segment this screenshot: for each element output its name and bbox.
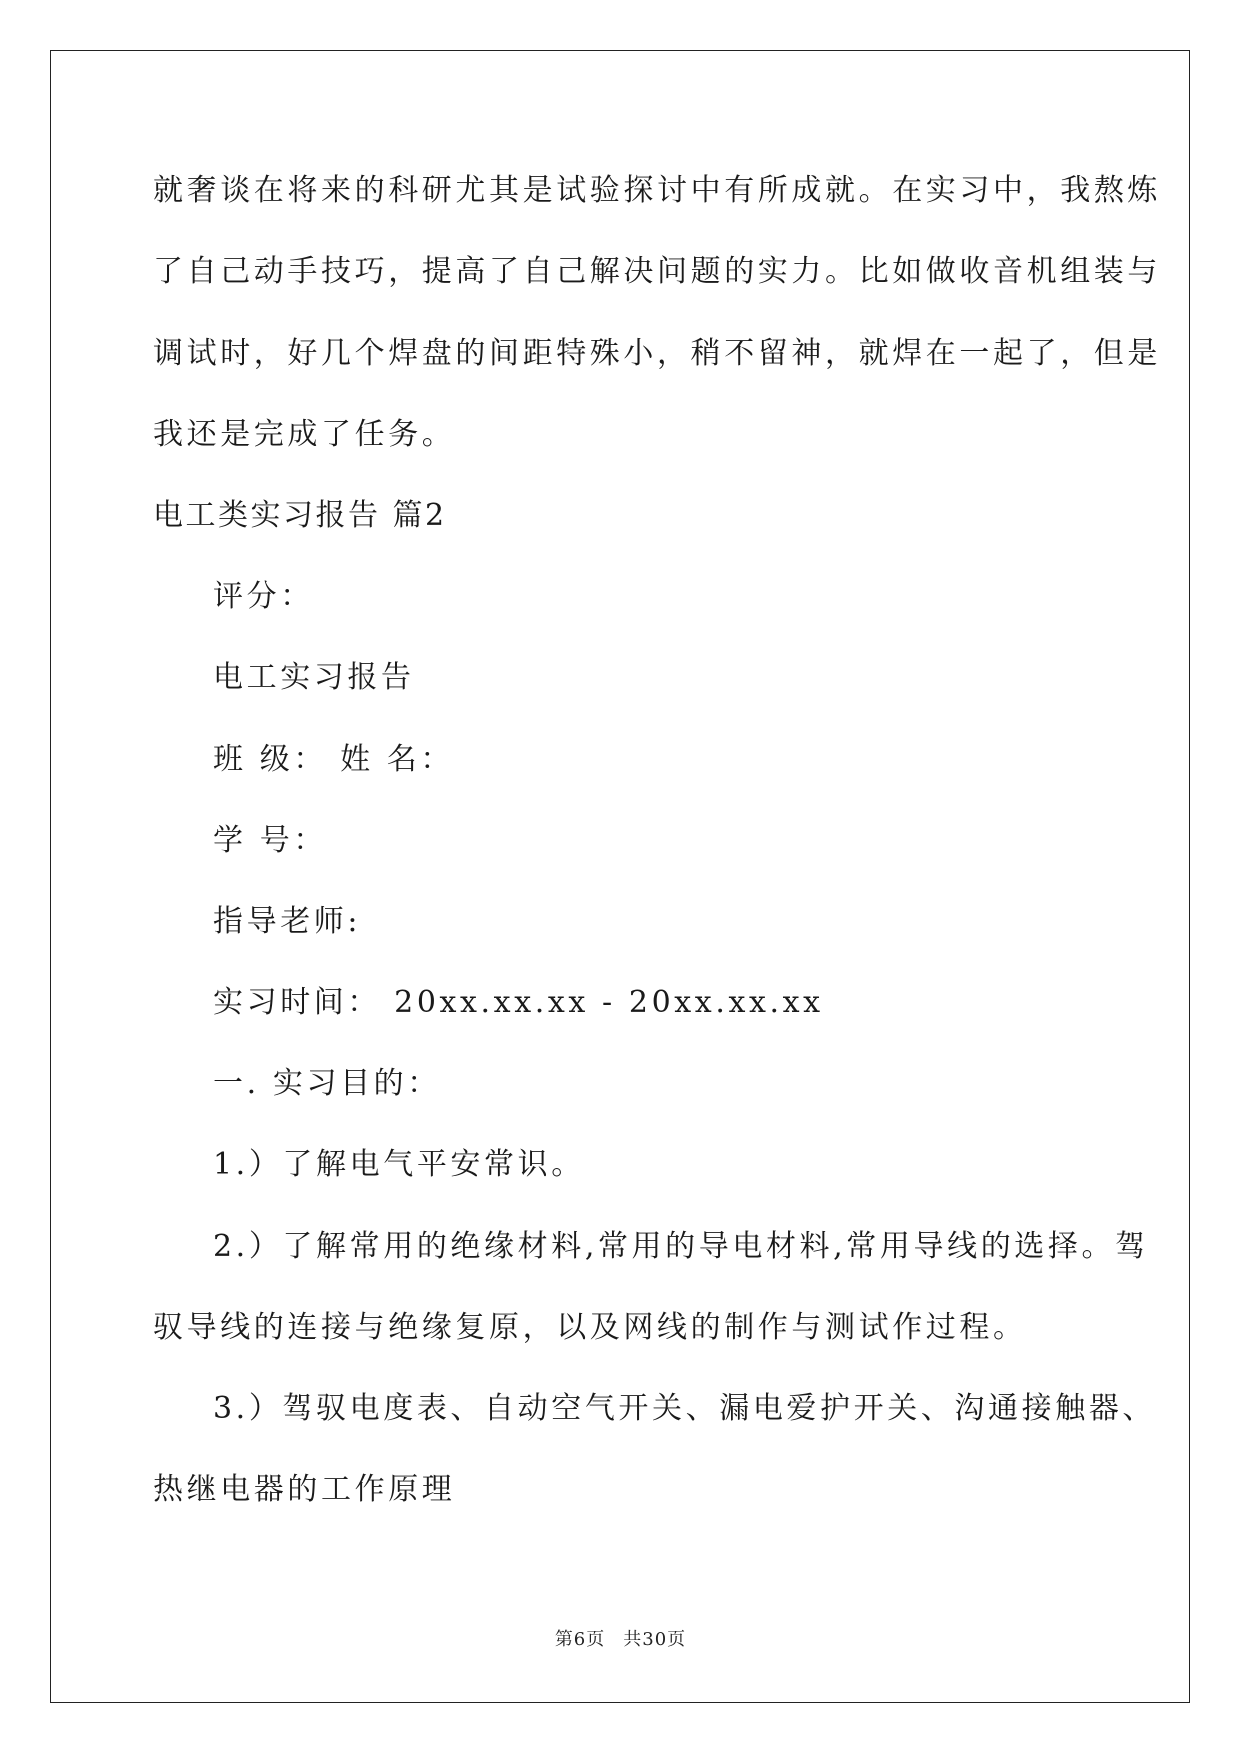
paragraph-line: 调试时，好几个焊盘的间距特殊小，稍不留神，就焊在一起了，但是 — [153, 336, 1161, 371]
objective-item-continued: 驭导线的连接与绝缘复原，以及网线的制作与测试作过程。 — [153, 1310, 1027, 1345]
advisor-field: 指导老师: — [213, 904, 362, 939]
page-border — [50, 50, 1190, 1703]
page-total: 共30页 — [623, 1629, 687, 1650]
objective-item: 3.）驾驭电度表、自动空气开关、漏电爱护开关、沟通接触器、 — [213, 1391, 1157, 1426]
paragraph-line: 就奢谈在将来的科研尤其是试验探讨中有所成就。在实习中，我熬炼 — [153, 173, 1161, 208]
page-number: 第6页 — [554, 1629, 606, 1650]
score-field: 评分： — [213, 579, 314, 614]
period-field: 实习时间： 20xx.xx.xx - 20xx.xx.xx — [213, 985, 824, 1020]
paragraph-line: 了自己动手技巧，提高了自己解决问题的实力。比如做收音机组装与 — [153, 254, 1161, 289]
paragraph-line: 我还是完成了任务。 — [153, 417, 456, 452]
student-id-field: 学 号： — [213, 823, 327, 858]
objective-item-continued: 热继电器的工作原理 — [153, 1472, 456, 1507]
section-title: 电工类实习报告 篇2 — [153, 498, 447, 533]
objectives-heading: 一. 实习目的： — [213, 1066, 441, 1101]
objective-item: 1.）了解电气平安常识。 — [213, 1147, 585, 1182]
objective-item: 2.）了解常用的绝缘材料,常用的导电材料,常用导线的选择。驾 — [213, 1229, 1149, 1264]
class-name-field: 班 级： 姓 名： — [213, 742, 455, 777]
report-title: 电工实习报告 — [213, 660, 415, 695]
page-footer — [0, 1628, 1241, 1652]
